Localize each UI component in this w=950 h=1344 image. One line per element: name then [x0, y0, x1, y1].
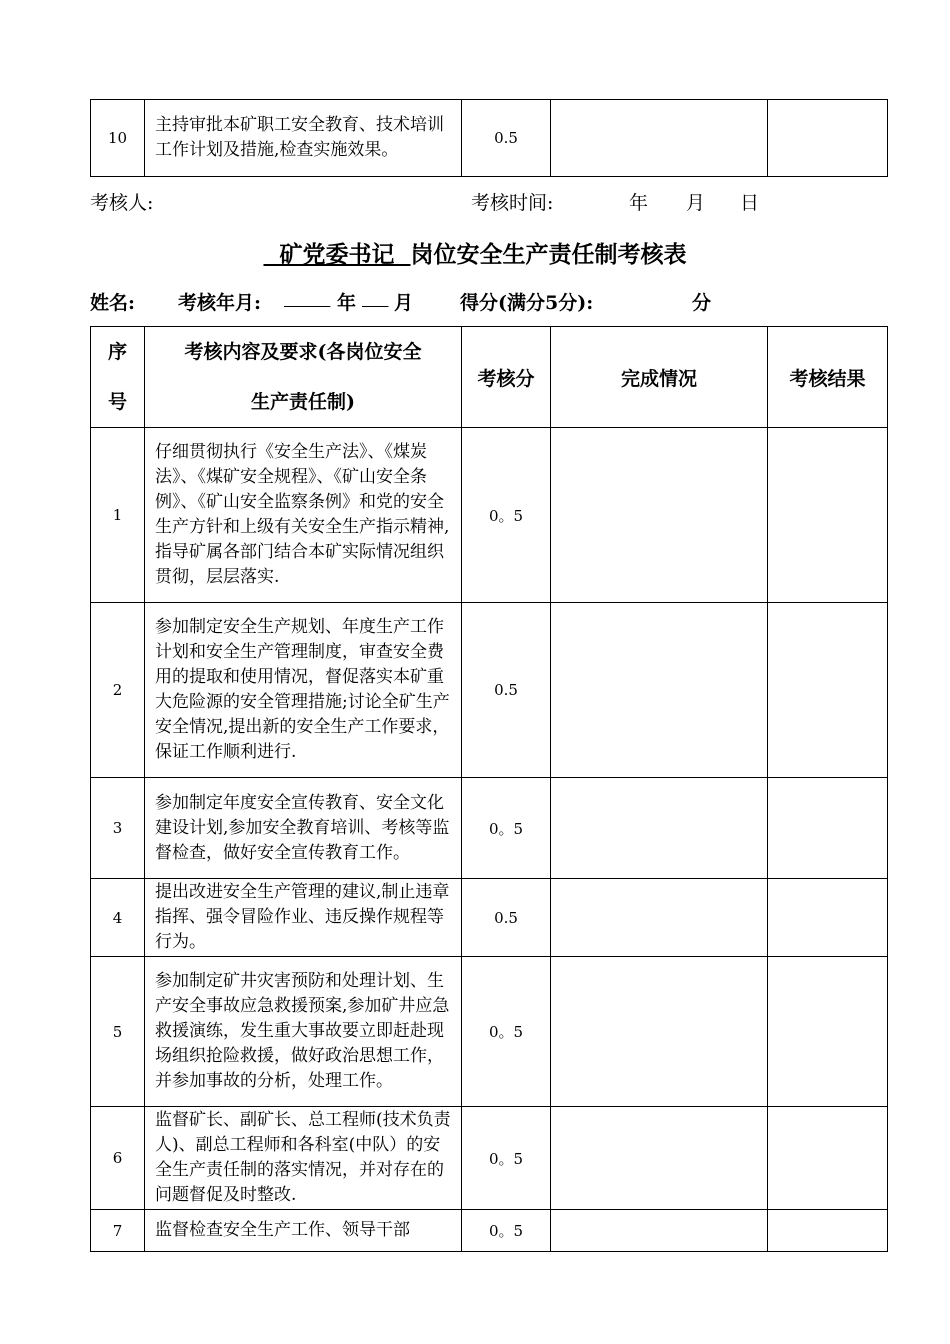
period-year-unit: 年 [337, 292, 357, 314]
review-day-unit: 日 [740, 192, 760, 214]
period-month-unit: 月 [394, 292, 414, 314]
requirement-header-line-2: 生产责任制) [251, 391, 355, 413]
period-month-blank[interactable] [362, 288, 388, 310]
requirement-text: 监督矿长、副矿长、总工程师(技术负责人)、副总工程师和各科室(中队）的安全生产责任制的落实情况，并对存在的问题督促及时整改. [145, 1107, 462, 1210]
score-unit: 分 [692, 292, 712, 314]
requirement-header-line-1: 考核内容及要求(各岗位安全 [184, 341, 422, 363]
requirement-text: 主持审批本矿职工安全教育、技术培训工作计划及措施,检查实施效果。 [145, 100, 462, 177]
assessment-score: 0。5 [462, 1107, 551, 1210]
table-row [91, 1210, 888, 1252]
table-row [91, 100, 888, 177]
period-year-blank[interactable] [284, 288, 330, 310]
result-cell[interactable] [768, 879, 888, 957]
seq-header-line-1: 序 [107, 341, 127, 363]
row-number: 7 [91, 1210, 145, 1252]
row-number: 2 [91, 603, 145, 778]
table-row [91, 957, 888, 1107]
completion-cell[interactable] [551, 1210, 768, 1252]
requirement-text: 提出改进安全生产管理的建议,制止违章指挥、强令冒险作业、违反操作规程等行为。 [145, 879, 462, 957]
assessment-score: 0。5 [462, 778, 551, 879]
assessment-score: 0.5 [462, 879, 551, 957]
title-role: 矿党委书记 [263, 241, 411, 268]
score-label: 得分(满分5分): [460, 292, 594, 314]
table-row [91, 428, 888, 603]
assessment-score: 0.5 [462, 100, 551, 177]
column-header-requirement [145, 327, 462, 428]
row-number: 1 [91, 428, 145, 603]
assessment-score: 0。5 [462, 428, 551, 603]
review-time-label: 考核时间: [471, 192, 554, 214]
table-row [91, 778, 888, 879]
previous-assessment-table [90, 99, 888, 177]
reviewer-label: 考核人: [90, 192, 154, 214]
completion-cell[interactable] [551, 1107, 768, 1210]
table-row [91, 603, 888, 778]
table-row [91, 1107, 888, 1210]
column-header-completion: 完成情况 [551, 327, 768, 428]
form-title [0, 236, 950, 269]
row-number: 3 [91, 778, 145, 879]
row-number: 6 [91, 1107, 145, 1210]
result-cell[interactable] [768, 957, 888, 1107]
result-cell[interactable] [768, 1210, 888, 1252]
requirement-text: 参加制定安全生产规划、年度生产工作计划和安全生产管理制度，审查安全费用的提取和使用情况，督促落实本矿重大危险源的安全管理措施;讨论全矿生产安全情况,提出新的安全生产工作要求，保证工作顺利进行. [145, 603, 462, 778]
assessment-score: 0。5 [462, 957, 551, 1107]
completion-cell[interactable] [551, 957, 768, 1107]
requirement-text: 参加制定矿井灾害预防和处理计划、生产安全事故应急救援预案,参加矿井应急救援演练，发生重大事故要立即赶赴现场组织抢险救援，做好政治思想工作，并参加事故的分析，处理工作。 [145, 957, 462, 1107]
requirement-text: 参加制定年度安全宣传教育、安全文化建设计划,参加安全教育培训、考核等监督检查，做好安全宣传教育工作。 [145, 778, 462, 879]
requirement-text: 监督检查安全生产工作、领导干部 [145, 1210, 462, 1252]
column-header-result: 考核结果 [768, 327, 888, 428]
column-header-score: 考核分 [462, 327, 551, 428]
completion-cell[interactable] [551, 428, 768, 603]
review-month-unit: 月 [686, 192, 706, 214]
column-header-seq [91, 327, 145, 428]
assessment-score: 0.5 [462, 603, 551, 778]
review-year-unit: 年 [629, 192, 649, 214]
result-cell[interactable] [768, 1107, 888, 1210]
result-cell[interactable] [768, 778, 888, 879]
period-label: 考核年月: [178, 292, 262, 314]
requirement-text: 仔细贯彻执行《安全生产法》、《煤炭法》、《煤矿安全规程》、《矿山安全条例》、《矿山安全监察条例》和党的安全生产方针和上级有关安全生产指示精神,指导矿属各部门结合本矿实际情况组织贯彻，层层落实. [145, 428, 462, 603]
row-number: 4 [91, 879, 145, 957]
name-label: 姓名: [90, 292, 136, 314]
completion-cell[interactable] [551, 778, 768, 879]
assessment-score: 0。5 [462, 1210, 551, 1252]
completion-cell[interactable] [551, 100, 768, 177]
completion-cell[interactable] [551, 879, 768, 957]
row-number: 5 [91, 957, 145, 1107]
completion-cell[interactable] [551, 603, 768, 778]
assessment-table [90, 326, 888, 1252]
table-header-row [91, 327, 888, 428]
seq-header-line-2: 号 [107, 391, 127, 413]
result-cell[interactable] [768, 428, 888, 603]
title-text: 岗位安全生产责任制考核表 [410, 241, 687, 268]
result-cell[interactable] [768, 100, 888, 177]
row-number: 10 [91, 100, 145, 177]
table-row [91, 879, 888, 957]
result-cell[interactable] [768, 603, 888, 778]
